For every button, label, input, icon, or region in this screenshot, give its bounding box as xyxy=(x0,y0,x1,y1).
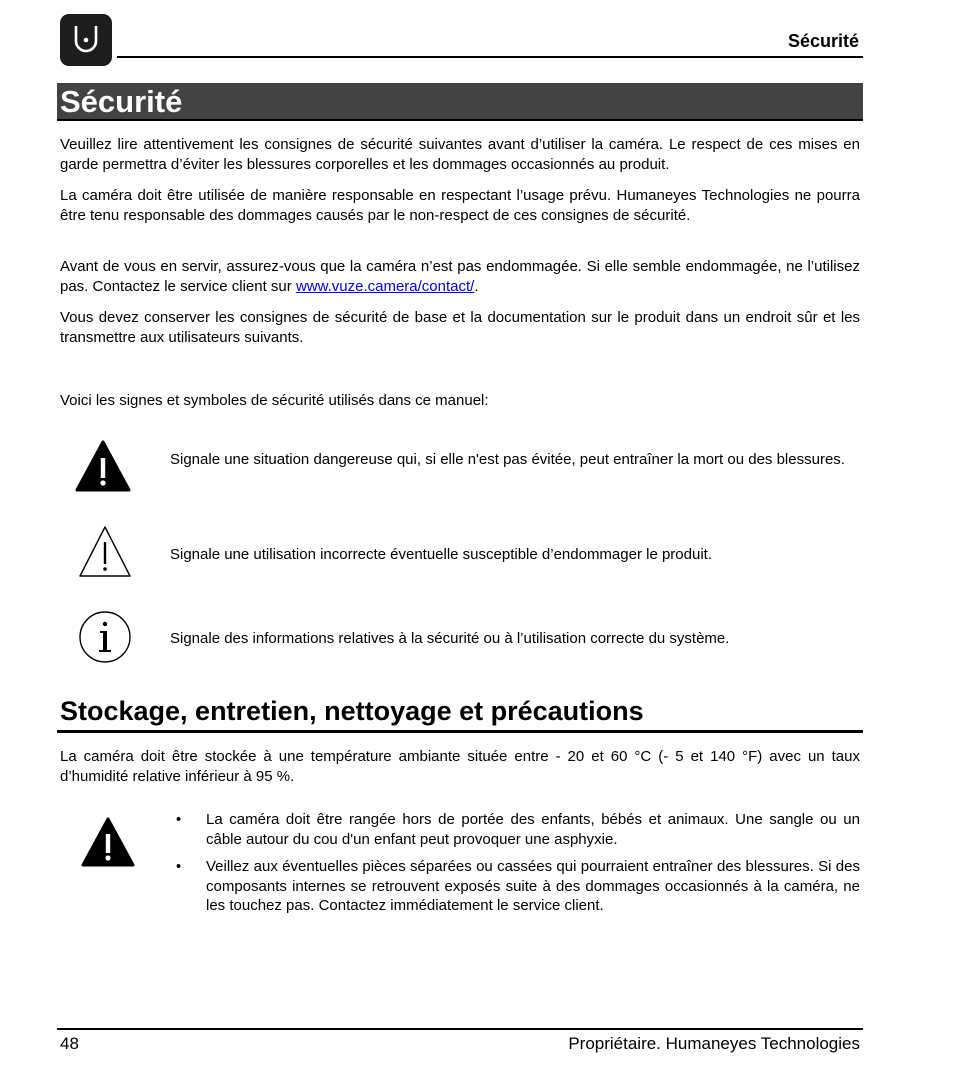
list-item xyxy=(176,810,860,849)
footer-copyright: Propriétaire. Humaneyes Technologies xyxy=(568,1034,860,1053)
list-item-text: Veillez aux éventuelles pièces séparées ou cassées qui pourraient entraîner des blessures. Si des composants internes se retrouvent exposés suite à des dommages occasionnés à la caméra, ne les touchez pas. Contactez immédiatement le service client. xyxy=(206,858,860,914)
info-icon xyxy=(76,607,134,672)
brand-logo xyxy=(60,14,112,66)
page-title: Sécurité xyxy=(60,84,183,119)
warning-filled-icon xyxy=(80,815,136,874)
symbols-intro: Voici les signes et symboles de sécurité utilisés dans ce manuel: xyxy=(60,392,489,409)
intro-paragraph-3 xyxy=(60,257,860,296)
warning-filled-icon xyxy=(74,438,132,499)
vuze-logo-icon xyxy=(60,14,112,66)
intro-paragraph-1: Veuillez lire attentivement les consignes de sécurité suivantes avant d’utiliser la caméra. Le respect de ces mises en garde permettra d’éviter les blessures corporelles et les dommages occasionnés au produit. xyxy=(60,136,860,173)
footer-rule xyxy=(57,1028,863,1030)
symbol-text-caution: Signale une utilisation incorrecte éventuelle susceptible d’endommager le produit. xyxy=(170,546,712,563)
header-rule xyxy=(117,56,863,58)
symbol-text-info: Signale des informations relatives à la sécurité ou à l’utilisation correcte du système. xyxy=(170,630,730,647)
storage-heading: Stockage, entretien, nettoyage et précautions xyxy=(60,696,644,726)
intro-paragraph-3-text: Avant de vous en servir, assurez-vous que la caméra n’est pas endommagée. Si elle semble endommagée, ne l’utilisez pas. Contactez le service client sur xyxy=(60,258,860,295)
warning-outline-icon xyxy=(76,522,134,585)
intro-paragraph-3-end: . xyxy=(474,277,479,295)
list-item xyxy=(176,857,860,916)
page-number: 48 xyxy=(60,1034,79,1053)
list-item-text: La caméra doit être rangée hors de portée des enfants, bébés et animaux. Une sangle ou un câble autour du cou d'un enfant peut provoquer une asphyxie. xyxy=(206,811,860,848)
heading-rule xyxy=(57,730,863,733)
intro-paragraph-4: Vous devez conserver les consignes de sécurité de base et la documentation sur le produit dans un endroit sûr et les transmettre aux utilisateurs suivants. xyxy=(60,309,860,346)
precautions-list xyxy=(176,810,860,924)
running-header-title: Sécurité xyxy=(787,31,859,51)
bullet-icon: • xyxy=(176,858,182,875)
intro-paragraph-2: La caméra doit être utilisée de manière responsable en respectant l’usage prévu. Humaneyes Technologies ne pourra être tenu responsable des dommages causés par le non-respect de ces consignes de sécurité. xyxy=(60,187,860,224)
bullet-icon: • xyxy=(176,811,182,828)
symbol-text-danger: Signale une situation dangereuse qui, si elle n'est pas évitée, peut entraîner la mort ou des blessures. xyxy=(170,451,845,468)
section-banner xyxy=(57,83,863,121)
contact-link[interactable]: www.vuze.camera/contact/ xyxy=(295,277,475,295)
storage-intro: La caméra doit être stockée à une température ambiante située entre - 20 et 60 °C (- 5 et 140 °F) avec un taux d’humidité relative inférieur à 95 %. xyxy=(60,748,860,785)
